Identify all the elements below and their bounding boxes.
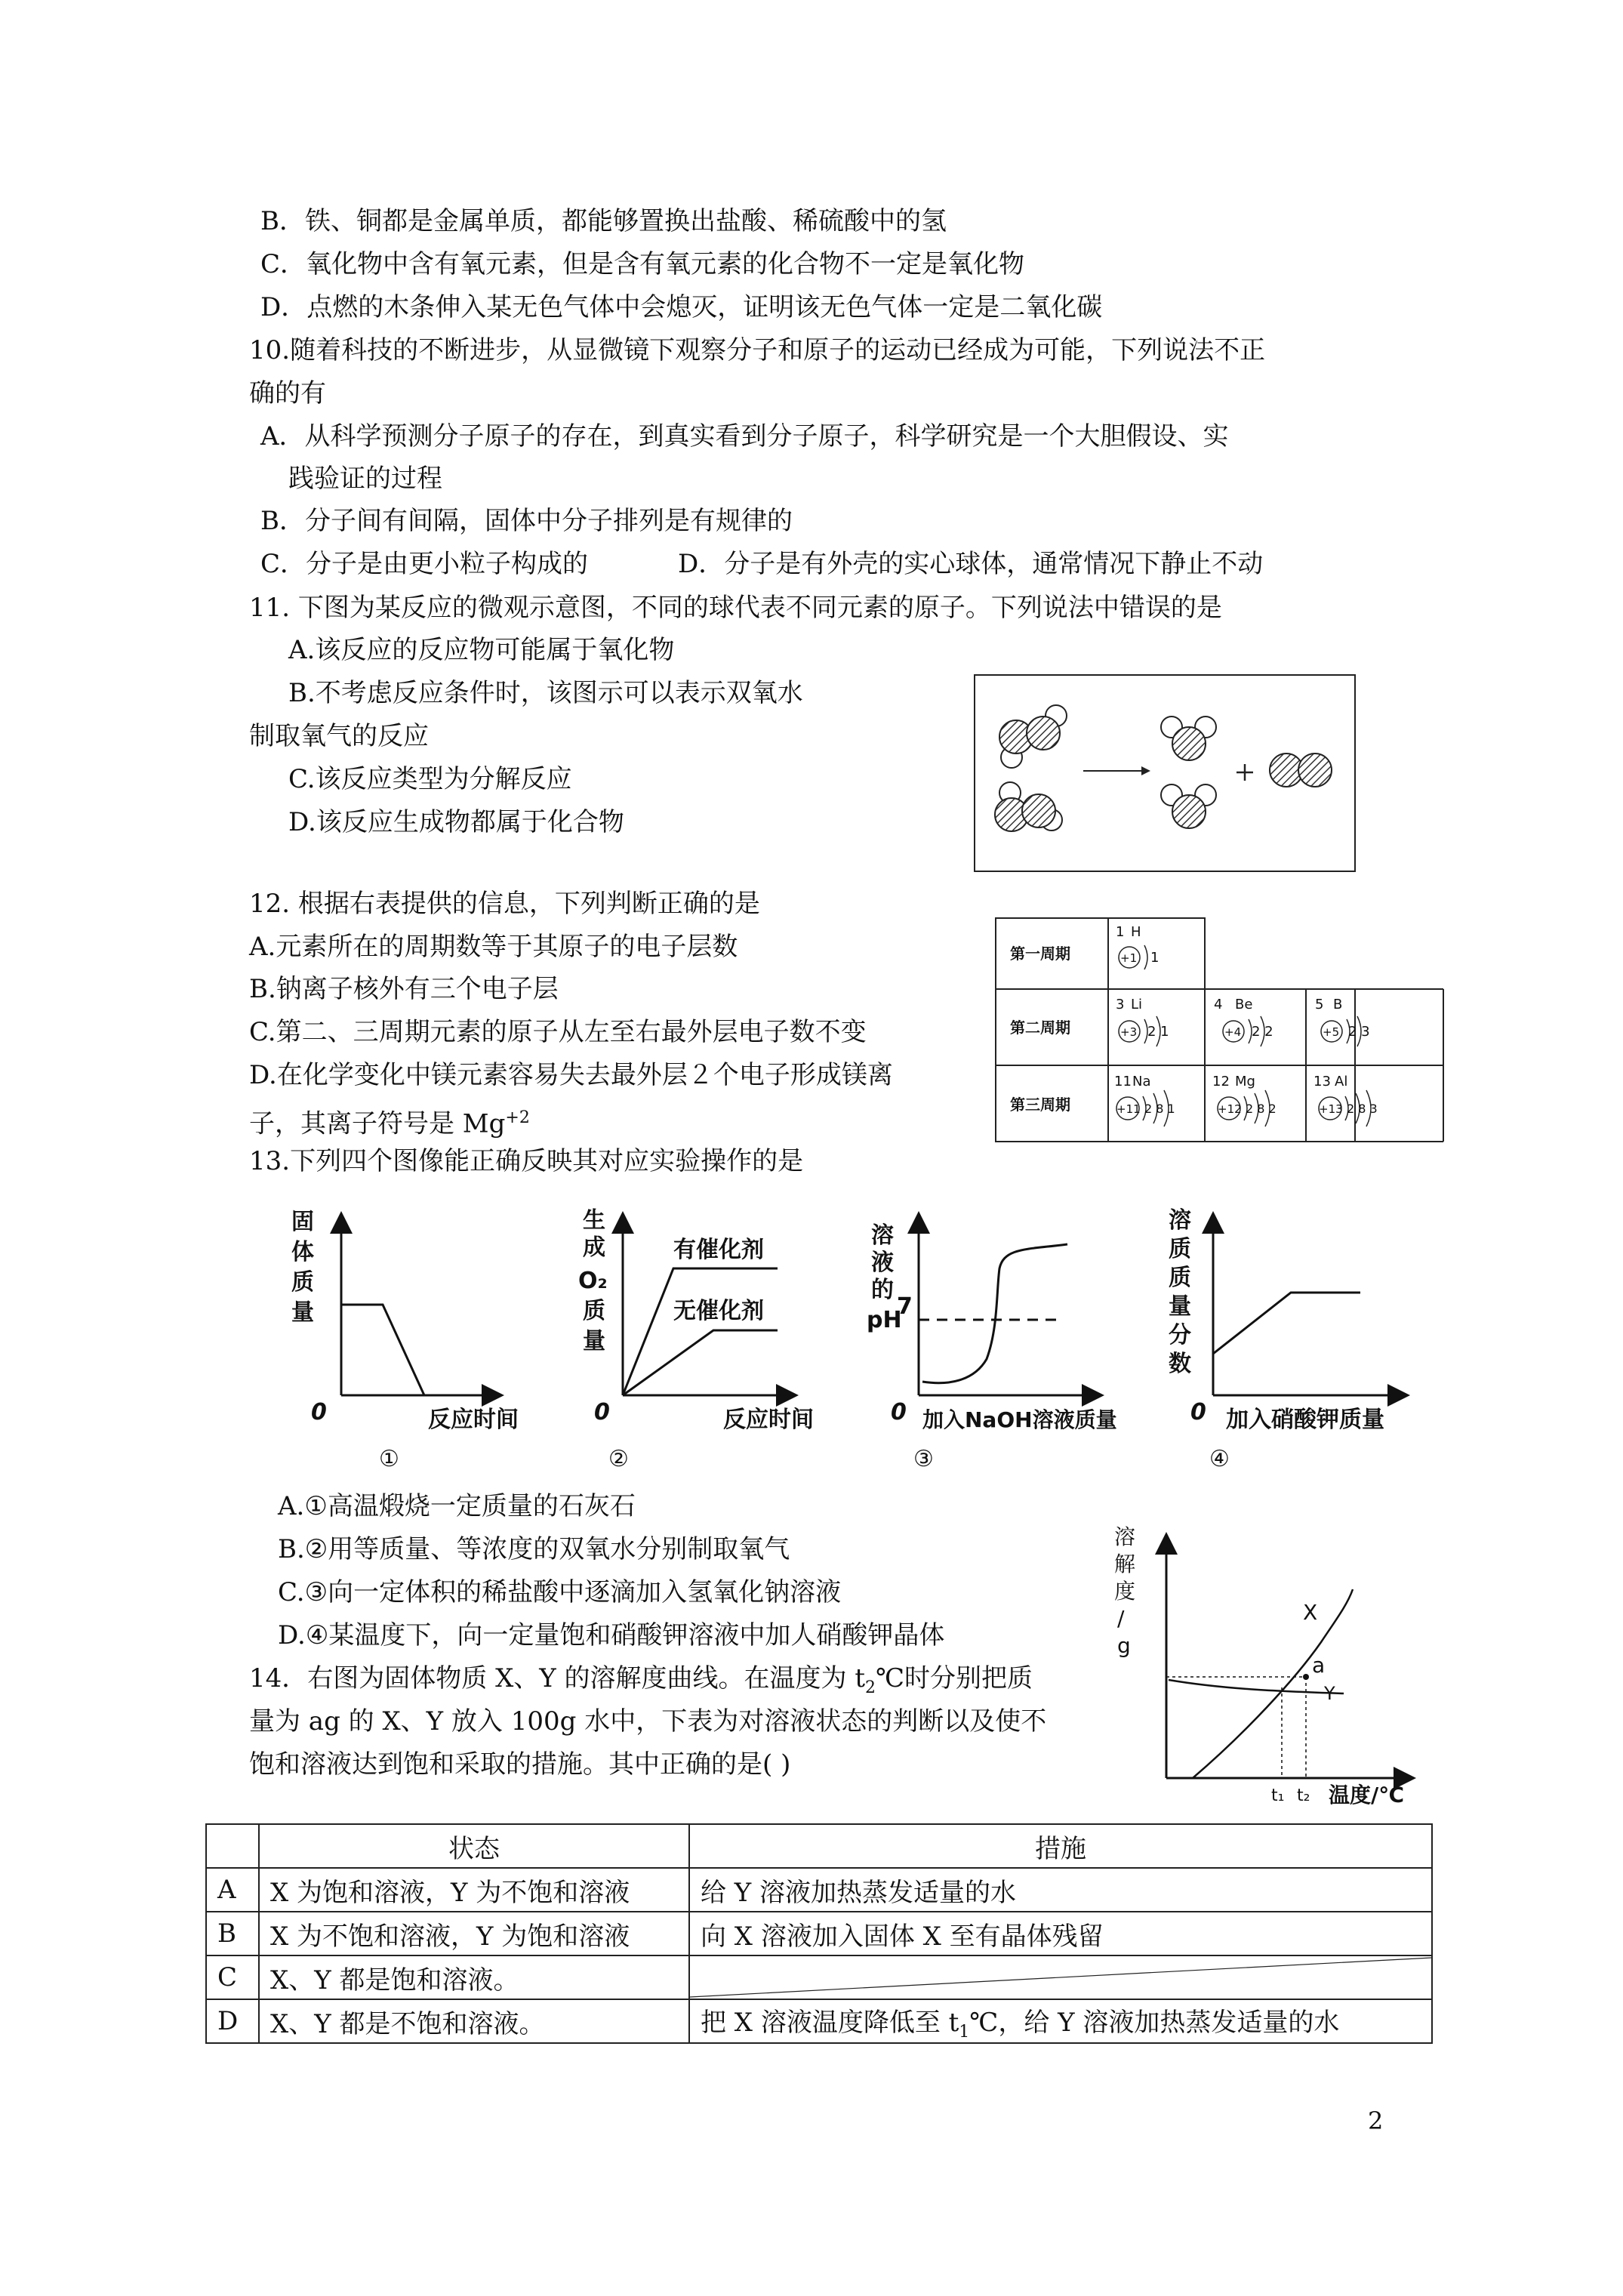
graph-3-ph-curve bbox=[922, 1244, 1067, 1383]
svg-text:①: ① bbox=[379, 1446, 399, 1472]
row-state: X 为饱和溶液，Y 为不饱和溶液 bbox=[259, 1868, 689, 1912]
svg-text:2 8 2: 2 8 2 bbox=[1246, 1102, 1277, 1116]
element-cell-al bbox=[1313, 1074, 1378, 1126]
q9-option-c: C．氧化物中含有氧元素，但是含有氧元素的化合物不一定是氧化物 bbox=[260, 249, 1025, 279]
svg-text:液: 液 bbox=[871, 1250, 894, 1276]
row-label-period-2: 第二周期 bbox=[1010, 1019, 1070, 1037]
row-state: X、Y 都是饱和溶液。 bbox=[259, 1955, 689, 1999]
svg-text:质: 质 bbox=[291, 1269, 314, 1296]
row-option: C bbox=[206, 1955, 259, 1999]
q14-stem-line1: 14．右图为固体物质 X、Y 的溶解度曲线。在温度为 $t_2℃$时分别把质 bbox=[249, 1663, 1033, 1697]
element-cell-na bbox=[1114, 1074, 1175, 1126]
svg-text:有催化剂: 有催化剂 bbox=[673, 1237, 764, 1263]
svg-text:量: 量 bbox=[583, 1328, 605, 1354]
q12-option-a: A.元素所在的周期数等于其原子的电子层数 bbox=[249, 932, 738, 962]
page-number: 2 bbox=[1368, 2106, 1384, 2135]
table-header-row bbox=[206, 1824, 1432, 1868]
q12-option-d-line2: 子，其离子符号是 $Mg^{+2}$ bbox=[249, 1108, 530, 1139]
q12-option-d-line1: D.在化学变化中镁元素容易失去最外层２个电子形成镁离 bbox=[249, 1060, 893, 1090]
svg-text:反应时间: 反应时间 bbox=[428, 1407, 519, 1433]
svg-text:Al: Al bbox=[1335, 1074, 1348, 1089]
q10-stem-line2: 确的有 bbox=[249, 378, 326, 408]
graph-2-catalyst-curve bbox=[623, 1268, 778, 1395]
element-cell-mg bbox=[1212, 1074, 1277, 1126]
row-measure-empty bbox=[689, 1955, 1432, 1999]
svg-text:无催化剂: 无催化剂 bbox=[673, 1298, 764, 1324]
q11-option-a: A.该反应的反应物可能属于氧化物 bbox=[288, 635, 675, 665]
svg-text:+4: +4 bbox=[1224, 1025, 1242, 1039]
svg-text:溶: 溶 bbox=[1114, 1524, 1136, 1549]
q13-option-b: B.②用等质量、等浓度的双氧水分别制取氧气 bbox=[278, 1534, 790, 1564]
svg-text:+1: +1 bbox=[1120, 951, 1138, 965]
svg-text:体: 体 bbox=[291, 1239, 314, 1265]
svg-text:3: 3 bbox=[1116, 997, 1125, 1012]
svg-text:溶: 溶 bbox=[871, 1222, 894, 1249]
svg-text:Li: Li bbox=[1131, 997, 1143, 1012]
row-measure: 把 X 溶液温度降低至 $t_1℃$，给 Y 溶液加热蒸发适量的水 bbox=[689, 1999, 1432, 2043]
row-measure: 向 X 溶液加入固体 X 至有晶体残留 bbox=[689, 1912, 1432, 1955]
svg-text:7: 7 bbox=[897, 1293, 913, 1320]
svg-text:溶: 溶 bbox=[1169, 1207, 1191, 1234]
svg-text:成: 成 bbox=[583, 1234, 605, 1261]
svg-text:11: 11 bbox=[1114, 1074, 1132, 1089]
svg-text:分: 分 bbox=[1169, 1322, 1191, 1348]
svg-text:Mg: Mg bbox=[1235, 1074, 1255, 1089]
q10-option-a-line2: 践验证的过程 bbox=[288, 464, 442, 494]
q13-stem: 13.下列四个图像能正确反映其对应实验操作的是 bbox=[249, 1146, 804, 1176]
svg-text:量: 量 bbox=[291, 1299, 314, 1326]
svg-text:Be: Be bbox=[1235, 997, 1253, 1012]
row-state: X、Y 都是不饱和溶液。 bbox=[259, 1999, 689, 2043]
ion-charge-superscript: +2 bbox=[505, 1108, 530, 1127]
svg-text:0: 0 bbox=[1190, 1399, 1206, 1425]
svg-text:+13: +13 bbox=[1319, 1102, 1343, 1116]
svg-text:+12: +12 bbox=[1218, 1102, 1242, 1116]
q13-option-c: C.③向一定体积的稀盐酸中逐滴加入氢氧化钠溶液 bbox=[278, 1577, 842, 1607]
header-measure: 措施 bbox=[689, 1824, 1432, 1868]
q9-option-b: B．铁、铜都是金属单质，都能够置换出盐酸、稀硫酸中的氢 bbox=[260, 206, 947, 236]
table-row bbox=[206, 1955, 1432, 1999]
svg-text:13: 13 bbox=[1313, 1074, 1331, 1089]
svg-text:数: 数 bbox=[1169, 1351, 1191, 1377]
element-cell-b bbox=[1315, 997, 1370, 1046]
q13-option-d: D.④某温度下，向一定量饱和硝酸钾溶液中加人硝酸钾晶体 bbox=[278, 1620, 945, 1650]
svg-text:固: 固 bbox=[291, 1209, 314, 1235]
svg-text:H: H bbox=[1131, 924, 1141, 940]
svg-text:②: ② bbox=[608, 1446, 629, 1472]
q11-stem: 11. 下图为某反应的微观示意图，不同的球代表不同元素的原子。下列说法中错误的是 bbox=[249, 593, 1222, 623]
svg-text:生: 生 bbox=[583, 1207, 605, 1234]
svg-text:反应时间: 反应时间 bbox=[723, 1407, 814, 1433]
q10-option-a-line1: A．从科学预测分子原子的存在，到真实看到分子原子，科学研究是一个大胆假设、实 bbox=[260, 421, 1229, 451]
svg-text:Na: Na bbox=[1132, 1074, 1151, 1089]
graph-1 bbox=[291, 1209, 519, 1472]
row-option: A bbox=[206, 1868, 259, 1912]
table-row bbox=[206, 1999, 1432, 2043]
q14-stem-line2: 量为 ag 的 X、Y 放入 100g 水中，下表为对溶液状态的判断以及使不 bbox=[249, 1706, 1047, 1737]
svg-text:加入NaOH溶液质量: 加入NaOH溶液质量 bbox=[922, 1407, 1117, 1432]
svg-text:0: 0 bbox=[311, 1399, 327, 1425]
element-cell-li bbox=[1116, 997, 1169, 1046]
svg-text:a: a bbox=[1312, 1653, 1326, 1678]
q13-graphs bbox=[273, 1200, 1413, 1483]
row-label-period-1: 第一周期 bbox=[1010, 945, 1070, 963]
q13-option-a: A.①高温煅烧一定质量的石灰石 bbox=[278, 1491, 636, 1521]
svg-text:的: 的 bbox=[871, 1277, 894, 1303]
svg-text:质: 质 bbox=[1169, 1236, 1191, 1262]
q10-stem-line1: 10.随着科技的不断进步，从显微镜下观察分子和原子的运动已经成为可能，下列说法不正 bbox=[249, 335, 1266, 365]
reaction-micro-diagram bbox=[974, 674, 1356, 875]
svg-text:t₂: t₂ bbox=[1297, 1786, 1310, 1805]
q12-option-c: C.第二、三周期元素的原子从左至右最外层电子数不变 bbox=[249, 1017, 867, 1047]
graph-4 bbox=[1169, 1207, 1406, 1472]
y-curve bbox=[1169, 1680, 1344, 1693]
graph-2 bbox=[578, 1207, 814, 1472]
svg-text:+5: +5 bbox=[1323, 1025, 1340, 1039]
svg-text:g: g bbox=[1117, 1633, 1131, 1658]
svg-text:1: 1 bbox=[1116, 924, 1125, 940]
svg-text:0: 0 bbox=[594, 1399, 610, 1425]
svg-text:pH: pH bbox=[867, 1307, 902, 1333]
q12-option-b: B.钠离子核外有三个电子层 bbox=[249, 974, 559, 1004]
graph-4-curve bbox=[1213, 1293, 1360, 1354]
row-state: X 为不饱和溶液，Y 为饱和溶液 bbox=[259, 1912, 689, 1955]
svg-text:+3: +3 bbox=[1120, 1025, 1138, 1039]
element-cell-be bbox=[1214, 997, 1273, 1046]
q10-option-b: B．分子间有间隔，固体中分子排列是有规律的 bbox=[260, 506, 793, 536]
svg-text:5: 5 bbox=[1315, 997, 1324, 1012]
point-a-marker bbox=[1303, 1674, 1309, 1680]
svg-text:Y: Y bbox=[1324, 1683, 1335, 1704]
header-state: 状态 bbox=[259, 1824, 689, 1868]
q11-option-b-line1: B.不考虑反应条件时，该图示可以表示双氧水 bbox=[288, 678, 803, 708]
row-option: B bbox=[206, 1912, 259, 1955]
svg-text:1: 1 bbox=[1150, 950, 1160, 966]
svg-text:量: 量 bbox=[1169, 1293, 1191, 1320]
svg-text:t₁: t₁ bbox=[1271, 1786, 1285, 1805]
table-row bbox=[206, 1868, 1432, 1912]
row-option: D bbox=[206, 1999, 259, 2043]
q11-option-d: D.该反应生成物都属于化合物 bbox=[288, 807, 624, 837]
table-row bbox=[206, 1912, 1432, 1955]
svg-text:质: 质 bbox=[1169, 1265, 1191, 1291]
svg-text:4: 4 bbox=[1214, 997, 1223, 1012]
q12-stem: 12. 根据右表提供的信息，下列判断正确的是 bbox=[249, 889, 760, 919]
svg-text:B: B bbox=[1333, 997, 1343, 1012]
svg-text:2 8 3: 2 8 3 bbox=[1347, 1102, 1378, 1116]
graph-3 bbox=[867, 1216, 1117, 1472]
q10-option-c: C．分子是由更小粒子构成的 bbox=[260, 549, 589, 579]
svg-text:12: 12 bbox=[1212, 1074, 1230, 1089]
svg-text:O₂: O₂ bbox=[578, 1268, 608, 1294]
svg-text:温度/℃: 温度/℃ bbox=[1329, 1783, 1405, 1808]
q11-option-c: C.该反应类型为分解反应 bbox=[288, 764, 572, 794]
periodic-table-figure bbox=[995, 912, 1445, 1146]
svg-text:0: 0 bbox=[891, 1399, 907, 1425]
graph-1-curve bbox=[341, 1305, 424, 1395]
svg-text:2 8 1: 2 8 1 bbox=[1144, 1102, 1175, 1116]
row-label-period-3: 第三周期 bbox=[1010, 1096, 1070, 1114]
svg-text:质: 质 bbox=[583, 1298, 605, 1324]
svg-text:④: ④ bbox=[1209, 1446, 1230, 1472]
element-cell-h bbox=[1116, 924, 1159, 969]
q14-options-table bbox=[205, 1823, 1433, 2044]
q11-option-b-line2: 制取氧气的反应 bbox=[249, 721, 429, 751]
svg-text:③: ③ bbox=[913, 1446, 934, 1472]
q10-option-d: D．分子是有外壳的实心球体，通常情况下静止不动 bbox=[678, 549, 1264, 579]
q14-stem-line3: 饱和溶液达到饱和采取的措施。其中正确的是( ) bbox=[249, 1749, 791, 1780]
row-measure: 给 Y 溶液加热蒸发适量的水 bbox=[689, 1868, 1432, 1912]
svg-text:解: 解 bbox=[1114, 1552, 1136, 1576]
svg-text:2 2: 2 2 bbox=[1252, 1024, 1273, 1040]
svg-text:2 1: 2 1 bbox=[1147, 1024, 1169, 1040]
svg-text:2 3: 2 3 bbox=[1348, 1024, 1370, 1040]
q9-option-d: D．点燃的木条伸入某无色气体中会熄灭，证明该无色气体一定是二氧化碳 bbox=[260, 292, 1103, 322]
svg-text:+11: +11 bbox=[1116, 1102, 1141, 1116]
svg-text:加入硝酸钾质量: 加入硝酸钾质量 bbox=[1226, 1407, 1384, 1433]
svg-text:X: X bbox=[1303, 1600, 1318, 1625]
solubility-curve-figure bbox=[1110, 1521, 1427, 1811]
svg-text:度: 度 bbox=[1114, 1579, 1136, 1604]
diagonal-slash bbox=[690, 1956, 1431, 1999]
svg-text:/: / bbox=[1117, 1606, 1125, 1631]
